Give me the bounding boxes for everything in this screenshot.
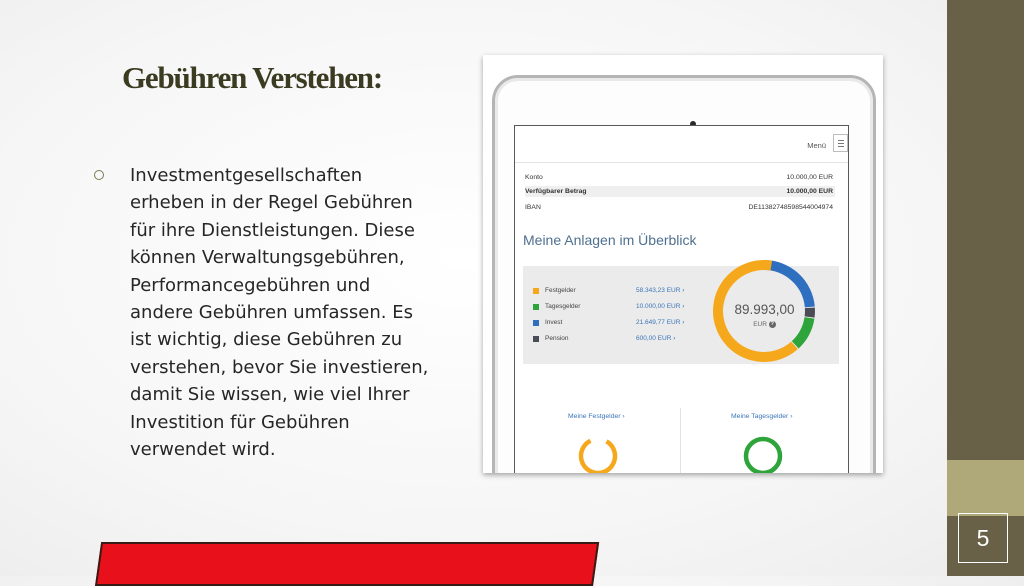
legend-value[interactable]: 600,00 EUR › <box>636 333 675 345</box>
account-row-konto <box>525 172 835 183</box>
link-festgelder[interactable]: Meine Festgelder › <box>568 413 625 420</box>
section-title: Meine Anlagen im Überblick <box>523 232 697 248</box>
account-row-available <box>525 186 835 197</box>
account-label: Verfügbarer Betrag <box>525 188 587 195</box>
slide-number: 5 <box>958 513 1008 563</box>
tagesgelder-mini-ring <box>741 434 785 473</box>
legend-item-pension[interactable] <box>533 333 713 345</box>
account-value: 10.000,00 EUR <box>787 172 833 183</box>
legend-item-festgelder[interactable] <box>533 285 713 297</box>
slide-body-text: Investmentgesellschaften erheben in der Regel Gebühren für ihre Dienstleistungen. Diese können Verwaltungsgebühren, Performancegebühren und andere Gebühren umfassen. Es ist wichtig, diese Gebühren zu verstehen, bevor Sie investieren, damit Sie wissen, wie viel Ihrer Investition für Gebühren verwendet wird. <box>130 162 430 463</box>
legend-swatch <box>533 304 539 310</box>
legend-value[interactable]: 21.649,77 EUR › <box>636 317 684 329</box>
legend-name: Festgelder <box>545 285 576 297</box>
legend-value[interactable]: 10.000,00 EUR › <box>636 301 684 313</box>
account-label: Konto <box>525 174 543 181</box>
app-topbar <box>515 126 848 163</box>
legend-swatch <box>533 336 539 342</box>
red-accent-bar <box>95 542 599 586</box>
donut-total: 89.993,00 <box>710 302 819 317</box>
legend-item-tagesgelder[interactable] <box>533 301 713 313</box>
account-label: IBAN <box>525 204 541 211</box>
donut-currency <box>710 321 819 328</box>
legend-item-invest[interactable] <box>533 317 713 329</box>
menu-label[interactable]: Menü <box>807 141 826 150</box>
account-row-iban <box>525 202 835 213</box>
column-divider <box>680 408 681 473</box>
sidebar-accent-band <box>947 460 1024 516</box>
slide-title: Gebühren Verstehen: <box>122 60 382 96</box>
currency-label: EUR <box>753 321 767 328</box>
legend-name: Invest <box>545 317 562 329</box>
legend-swatch <box>533 288 539 294</box>
account-value: DE11382748598544004974 <box>748 202 833 213</box>
link-tagesgelder[interactable]: Meine Tagesgelder › <box>731 413 792 420</box>
legend-swatch <box>533 320 539 326</box>
help-icon[interactable]: ? <box>769 321 776 328</box>
hamburger-icon[interactable] <box>833 134 848 152</box>
donut-slice-invest <box>764 265 810 307</box>
bullet-ring-icon <box>94 170 104 180</box>
festgelder-mini-ring <box>576 434 620 473</box>
legend-value[interactable]: 58.343,23 EUR › <box>636 285 684 297</box>
tablet-screen <box>514 125 849 473</box>
portfolio-donut <box>710 254 822 376</box>
account-value: 10.000,00 EUR <box>787 186 833 197</box>
legend-name: Tagesgelder <box>545 301 580 313</box>
legend-name: Pension <box>545 333 569 345</box>
tablet-image <box>483 55 883 473</box>
